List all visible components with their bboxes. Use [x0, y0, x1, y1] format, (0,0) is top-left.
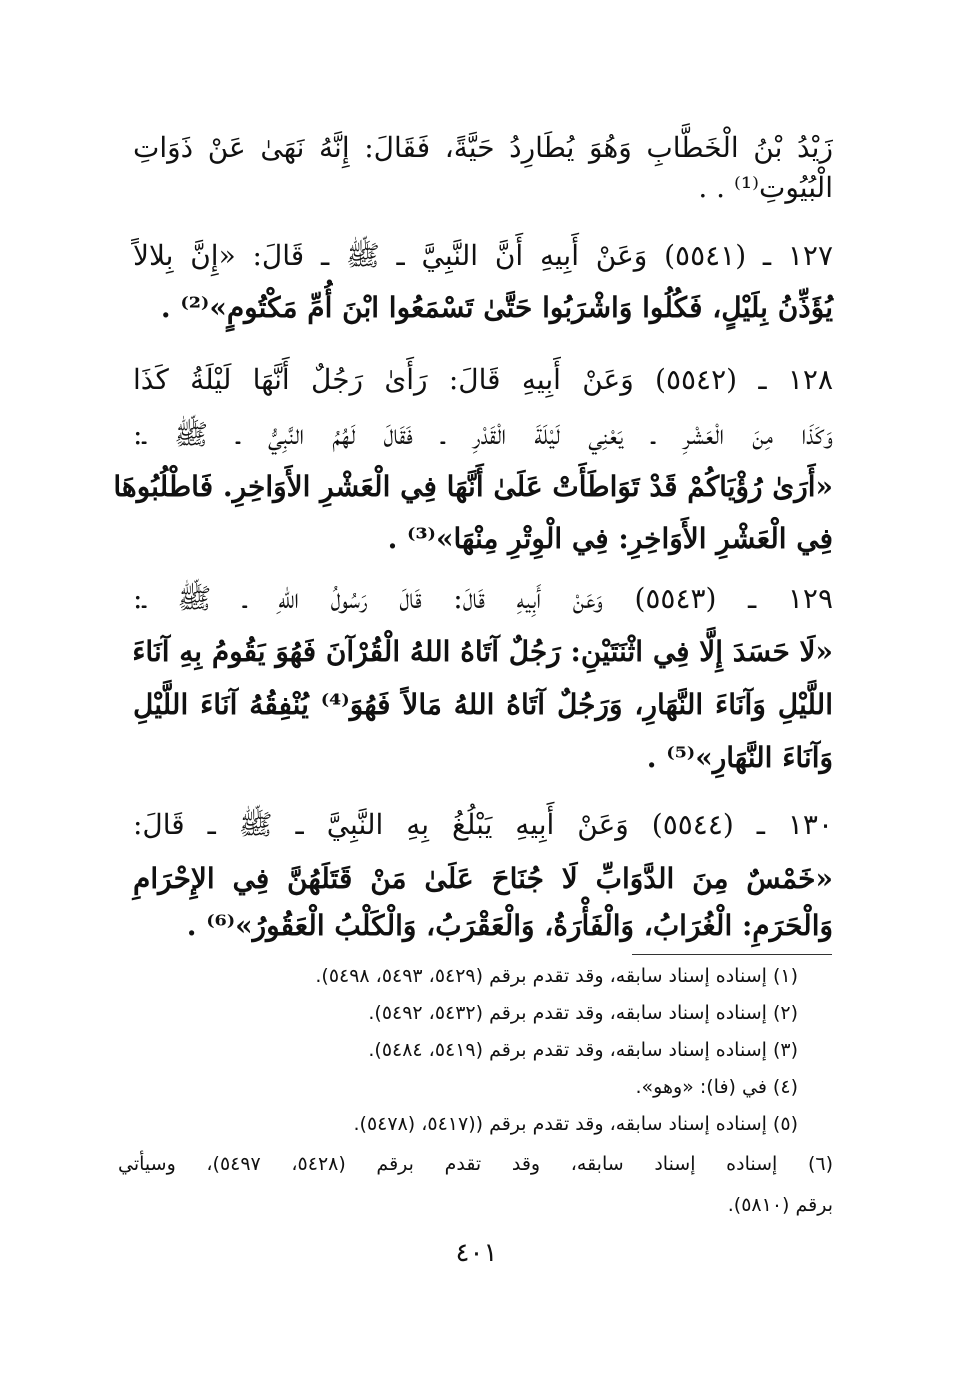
footnote-1: (١) إسناده إسناد سابقه، وقد تقدم برقم (٥٤٢٩، ٥٤٩٣، ٥٤٩٨).	[315, 965, 798, 987]
hadith-128-line-2: وَكَذَا مِنَ الْعَشْرِ ـ يَعْنِي لَيْلَةَ الْقَدْرِ ـ فَقَالَ لَهُمُ النَّبِيُّ ـ ﷺ ـ:	[133, 418, 833, 451]
hadith-130-line-1: ١٣٠ ـ (٥٥٤٤) وَعَنْ أَبِيهِ يَبْلُغُ بِهِ النَّبِيَّ ـ ﷺ ـ قَالَ:	[133, 808, 834, 841]
footnote-6: (٦) إسناده إسناد سابقه، وقد تقدم برقم (٥٤٢٨، ٥٤٩٧)، وسيأتي	[118, 1153, 833, 1175]
hadith-127-line-2: يُؤَذِّنُ بِلَيْلٍ، فَكُلُوا وَاشْرَبُوا حَتَّىٰ تَسْمَعُوا ابْنَ أُمِّ مَكْتُومٍ»⁽²⁾ .	[160, 291, 833, 324]
footnote-4: (٤) في (فا): «وهو».	[635, 1076, 798, 1098]
hadith-128-line-4: فِي الْعَشْرِ الأَوَاخِرِ: فِي الْوِتْرِ مِنْهَا»⁽³⁾ .	[387, 522, 833, 555]
hadith-129-line-1: ١٢٩ ـ (٥٥٤٣) وَعَنْ أَبِيهِ قَالَ: قَالَ رَسُولُ اللهِ ـ ﷺ ـ:	[133, 582, 833, 615]
hadith-127-line-1: ١٢٧ ـ (٥٥٤١) وَعَنْ أَبِيهِ أَنَّ النَّبِيَّ ـ ﷺ ـ قَالَ: «إِنَّ بِلالاً	[133, 239, 833, 272]
hadith-126-line-2: الْبُيُوتِ⁽¹⁾ . .	[698, 171, 833, 204]
page-number: ٤٠١	[455, 1238, 498, 1268]
hadith-130-line-3: وَالْحَرَمِ: الْغُرَابُ، وَالْفَأْرَةُ، وَالْعَقْرَبُ، وَالْكَلْبُ الْعَقُورُ»⁽⁶⁾ .	[186, 909, 833, 942]
footnote-separator	[632, 954, 832, 955]
hadith-129-line-4: وَآنَاءَ النَّهَارِ»⁽⁵⁾ .	[646, 741, 833, 774]
footnote-3: (٣) إسناده إسناد سابقه، وقد تقدم برقم (٥٤١٩، ٥٤٨٤).	[368, 1039, 798, 1061]
hadith-128-line-3: «أَرَىٰ رُؤْيَاكُمْ قَدْ تَوَاطَأَتْ عَلَىٰ أَنَّهَا فِي الْعَشْرِ الأَوَاخِرِ. فَاطْلُبُوهَا	[113, 470, 833, 503]
footnote-6-continuation: برقم (٥٨١٠).	[727, 1194, 833, 1216]
footnote-2: (٢) إسناده إسناد سابقه، وقد تقدم برقم (٥٤٣٢، ٥٤٩٢).	[368, 1002, 798, 1024]
hadith-126-line-1: زَيْدُ بْنُ الْخَطَّابِ وَهُوَ يُطَارِدُ حَيَّةً، فَقَالَ: إِنَّهُ نَهَىٰ عَنْ ذَوَاتِ	[133, 131, 833, 164]
hadith-129-line-3: اللَّيْلِ وَآنَاءَ النَّهَارِ، وَرَجُلٌ آتَاهُ اللهُ مَالاً فَهُوَ⁽⁴⁾ يُنْفِقُهُ آنَاءَ اللَّيْلِ	[133, 688, 833, 721]
hadith-128-line-1: ١٢٨ ـ (٥٥٤٢) وَعَنْ أَبِيهِ قَالَ: رَأَىٰ رَجُلٌ أَنَّهَا لَيْلَةُ كَذَا	[133, 363, 833, 396]
hadith-130-line-2: «خَمْسٌ مِنَ الدَّوَابِّ لَا جُنَاحَ عَلَىٰ مَنْ قَتَلَهُنَّ فِي الإِحْرَامِ	[133, 862, 833, 895]
footnote-5: (٥) إسناده إسناد سابقه، وقد تقدم برقم ((٥٤١٧، (٥٤٧٨).	[353, 1113, 798, 1135]
hadith-129-line-2: «لَا حَسَدَ إِلَّا فِي اثْنَتَيْنِ: رَجُلٌ آتَاهُ اللهُ الْقُرْآنَ فَهُوَ يَقُومُ بِهِ آنَاءَ	[132, 635, 833, 668]
